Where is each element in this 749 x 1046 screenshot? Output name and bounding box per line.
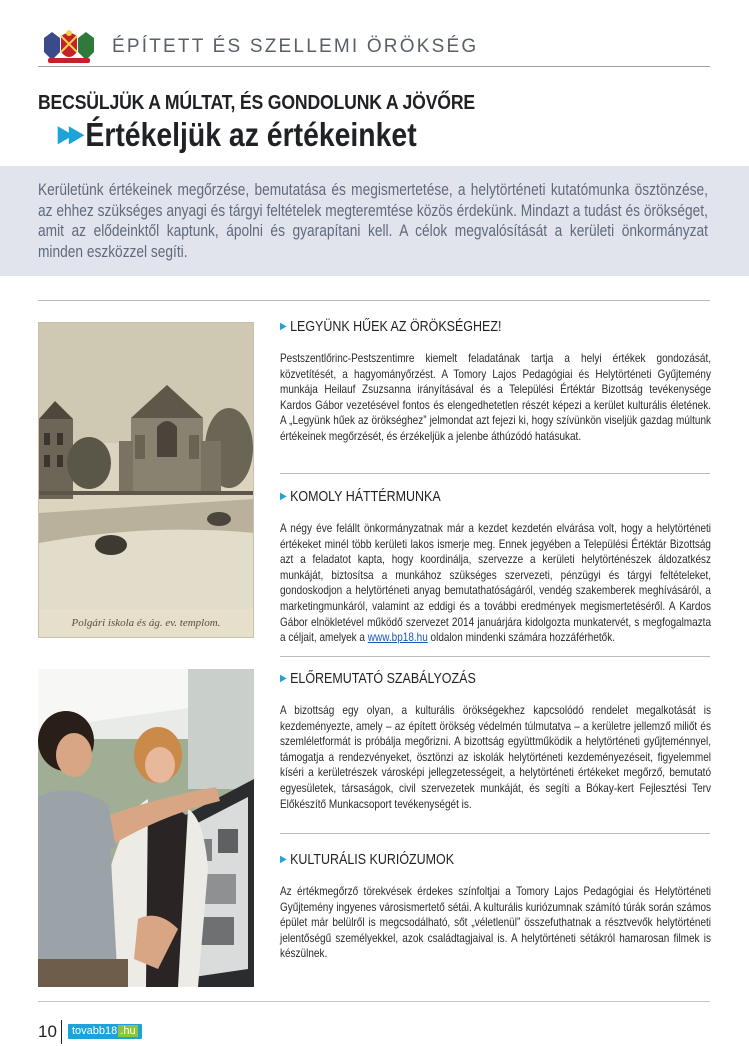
section-heading-4 (280, 852, 454, 868)
page-number-separator (61, 1020, 62, 1044)
section-heading-2-text: KOMOLY HÁTTÉRMUNKA (290, 489, 441, 505)
page-number: 10 (38, 1022, 57, 1041)
section-body-2-text: A négy éve felállt önkormányzatnak már a kezdet kezdetén elvárása volt, hogy a helytörténeti értékeket minél több kerületi lakos ismerje meg. Ennek jegyében a Települési Értéktár Bizottság azt a feladatot kapta, hogy koordinálja, szervezze a kerületi helytörténészek áldozatkész munkáját, biztosítsa a munkához szükséges szervezeti, pénzügyi és tárgyi feltételeket, gondoskodjon a helytörténeti anyag bemutathatóságáról, vendég szakemberek meghívásáról, a marketingmunkáról, valamint az eddigi és a további eredmények megismertetéséről. A Kardos Gábor elnökletével működő szervezet 2014 januárjára kidolgozta munkatervét, s megfogalmazta a céljait, amelyek a (280, 522, 711, 645)
double-arrow-icon: ▶▶ (58, 121, 81, 146)
header-divider (38, 66, 710, 67)
section-heading-4-text: KULTURÁLIS KURIÓZUMOK (290, 852, 455, 868)
section-body-2-tail: oldalon mindenki számára hozzáférhetők. (427, 631, 615, 645)
triangle-bullet-icon: ▶ (280, 321, 287, 332)
section-heading-1 (280, 319, 501, 335)
section-heading-3-text: ELŐREMUTATÓ SZABÁLYOZÁS (290, 671, 476, 687)
site-badge[interactable] (68, 1024, 142, 1039)
triangle-bullet-icon: ▶ (280, 854, 287, 865)
section-body-2 (280, 521, 711, 646)
exhibition-photo (38, 669, 254, 987)
footer-divider (38, 1001, 710, 1002)
bp18-link[interactable]: www.bp18.hu (367, 631, 428, 645)
divider (280, 656, 710, 657)
section-heading-1-text: LEGYÜNK HŰEK AZ ÖRÖKSÉGHEZ! (290, 319, 502, 335)
section-body-4: Az értékmegőrző törekvések érdekes színfoltjai a Tomory Lajos Pedagógiai és Helytörténeti Gyűjtemény ingyenes városismertető sétái. A kulturális kuriózumnak számító túrák során számos épület már belülről is megcsodálható, sőt „véletlenül” összefuthatnak a résztvevők helytörténeti jelentőségű személyekkel, azok családtagjaival is. A helytörténeti sétákról hamarosan filmek is készülnek. (280, 885, 711, 961)
divider (280, 833, 710, 834)
school-church-photo (38, 322, 254, 638)
triangle-bullet-icon: ▶ (280, 673, 287, 684)
school-church-illustration (39, 323, 254, 638)
section-body-1: Pestszentlőrinc-Pestszentimre kiemelt feladatának tartja a helyi értékek gondozását, közvetítését, a hagyományőrzést. A Tomory Lajos Pedagógiai és Helytörténeti Gyűjtemény munkája Heilauf Zsuzsanna irányításával és a Települési Értéktár Bizottság tevékenysége Kardos Gábor vezetésével fontos és elengedhetetlen részét képezi a kerület kulturális életének. A „Legyünk hűek az örökséghez” jelmondat azt fejezi ki, hogy szívünkön viseljük gazdag múltunk értékeinek megőrzését, és érzékeljük a jelenbe áthúzódó hatásukat. (280, 352, 711, 443)
headline-text: Értékeljük az értékeinket (85, 116, 417, 153)
article-kicker: BECSÜLJÜK A MÚLTAT, ÉS GONDOLUNK A JÖVŐRE (38, 91, 475, 114)
triangle-bullet-icon: ▶ (280, 491, 287, 502)
section-title: ÉPÍTETT ÉS SZELLEMI ÖRÖKSÉG (112, 36, 479, 57)
site-tld: .hu (120, 1025, 136, 1037)
article-headline (58, 116, 417, 154)
section-heading-2 (280, 489, 441, 505)
site-name: tovabb18 (72, 1025, 118, 1037)
section-heading-3 (280, 671, 476, 687)
coat-of-arms-icon (40, 28, 98, 64)
divider (280, 473, 710, 474)
photo1-caption: Polgári iskola és ág. ev. templom. (71, 617, 221, 629)
article-lead: Kerületünk értékeinek megőrzése, bemutatása és megismertetése, a helytörténeti kutatómunka ösztönzése, az ehhez szükséges anyagi és tárgyi feltételek megteremtése közös érdekünk. Mindazt a tudást és örökséget, amit az elődeinktől kaptunk, ápolni és gyarapítani kell. A célok megvalósítását a kerületi önkormányzat minden eszközzel segíti. (38, 181, 708, 262)
exhibition-illustration (38, 669, 254, 987)
section-body-3: A bizottság egy olyan, a kulturális örökségekhez kapcsolódó rendelet megalkotását is kezdeményezte, amely – az épített örökség védelmén túlmutatva – a kerületre jellemző miliőt és szemléletformát is próbálja megőrizni. A bizottság együttműködik a helytörténeti gyűjteménnyel, támogatja a rendezvényeket, ösztönzi az iskolák helytörténeti kezdeményezéseit, figyelemmel kíséri a kerületrészek városképi jellegzetességeit, a helytörténeti értékeket megőrző, bemutató egyesületek, társaságok, civil szervezetek munkáját, és segíti a Bókay-kert Fejlesztési Terv Előkészítő Munkacsoport tevékenységét is. (280, 704, 711, 811)
divider (38, 300, 710, 301)
